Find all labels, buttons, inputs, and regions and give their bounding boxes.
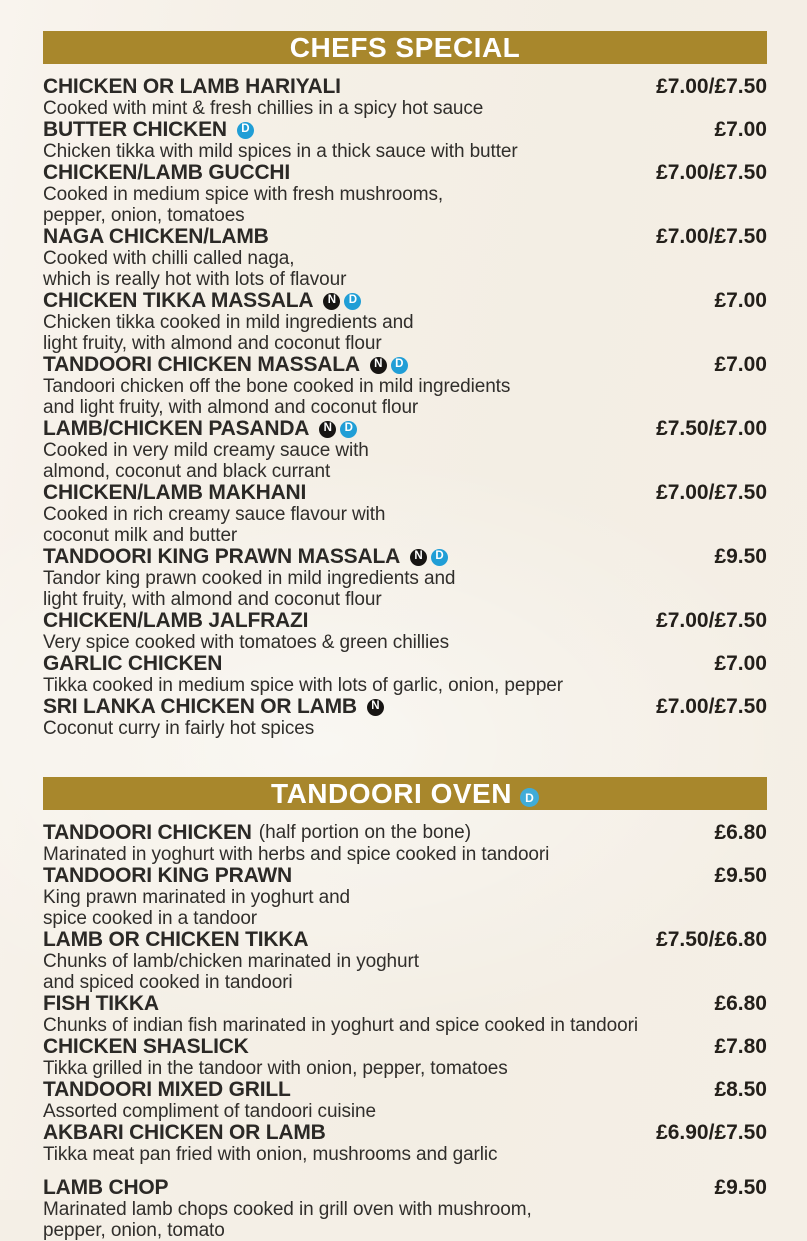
item-name: TANDOORI KING PRAWN (43, 864, 292, 887)
menu-item-left (43, 1035, 249, 1059)
item-name: TANDOORI MIXED GRILL (43, 1078, 291, 1101)
item-description (43, 376, 767, 418)
menu-item (43, 1079, 767, 1122)
menu-item-line (43, 822, 767, 844)
item-price: £7.00/£7.50 (656, 695, 767, 718)
item-price: £7.00/£7.50 (656, 609, 767, 632)
item-description-line: Marinated in yoghurt with herbs and spice cooked in tandoori (43, 844, 550, 865)
item-description-line: Tandoori chicken off the bone cooked in mild ingredients (43, 376, 511, 397)
menu-item (43, 546, 767, 610)
item-name: CHICKEN SHASLICK (43, 1035, 249, 1058)
item-description-line: Marinated lamb chops cooked in grill oven with mushroom, (43, 1199, 532, 1220)
item-price: £7.50/£6.80 (656, 928, 767, 951)
menu-item (43, 653, 767, 696)
item-name: TANDOORI CHICKEN MASSALA (43, 353, 360, 376)
menu-item-left (43, 1176, 168, 1200)
menu-item (43, 162, 767, 226)
menu-item (43, 610, 767, 653)
item-description-line: Cooked with mint & fresh chillies in a spicy hot sauce (43, 98, 484, 119)
section-title: TANDOORI OVEN (271, 777, 512, 809)
menu-item (43, 482, 767, 546)
item-description (43, 1015, 767, 1036)
item-price: £7.00/£7.50 (656, 225, 767, 248)
item-description-line: coconut milk and butter (43, 525, 238, 546)
item-price: £6.80 (714, 992, 767, 1015)
menu-item-left (43, 353, 408, 377)
item-description-line: which is really hot with lots of flavour (43, 269, 347, 290)
nuts-badge-icon: N (410, 549, 427, 566)
menu-item-line (43, 119, 767, 141)
menu-item-line (43, 993, 767, 1015)
item-name: NAGA CHICKEN/LAMB (43, 225, 269, 248)
section-items (43, 64, 767, 739)
allergen-badges (367, 699, 384, 716)
menu-item (43, 354, 767, 418)
item-description (43, 568, 767, 610)
menu-item-line (43, 226, 767, 248)
item-description-line: Assorted compliment of tandoori cuisine (43, 1101, 376, 1122)
menu-item-left (43, 545, 448, 569)
item-description-line: Tikka grilled in the tandoor with onion, pepper, tomatoes (43, 1058, 508, 1079)
item-description (43, 141, 767, 162)
menu-item-left (43, 118, 254, 142)
menu-item-line (43, 162, 767, 184)
item-name: CHICKEN/LAMB MAKHANI (43, 481, 307, 504)
menu-item-left (43, 417, 357, 441)
item-price: £9.50 (714, 545, 767, 568)
menu-item (43, 119, 767, 162)
item-description (43, 248, 767, 290)
item-price: £8.50 (714, 1078, 767, 1101)
item-price: £7.00 (714, 652, 767, 675)
menu-item-line (43, 418, 767, 440)
menu-item-line (43, 1122, 767, 1144)
item-price: £9.50 (714, 1176, 767, 1199)
menu-item (43, 76, 767, 119)
dairy-badge-icon: D (344, 293, 361, 310)
item-description (43, 632, 767, 653)
item-description-line: Cooked in rich creamy sauce flavour with (43, 504, 386, 525)
item-description-line: Tandor king prawn cooked in mild ingredients and (43, 568, 456, 589)
allergen-badges (370, 357, 408, 374)
menu-item-left (43, 289, 361, 313)
item-description (43, 184, 767, 226)
dairy-badge-icon: D (431, 549, 448, 566)
menu-item-left (43, 609, 308, 633)
menu-item-line (43, 865, 767, 887)
section-header (43, 31, 767, 64)
menu-item (43, 696, 767, 739)
item-name: FISH TIKKA (43, 992, 159, 1015)
menu-item-left (43, 695, 384, 719)
menu-item-left (43, 652, 222, 676)
item-name: LAMB/CHICKEN PASANDA (43, 417, 310, 440)
menu-item-line (43, 653, 767, 675)
item-description-line: King prawn marinated in yoghurt and (43, 887, 351, 908)
item-description-line: light fruity, with almond and coconut flour (43, 333, 382, 354)
item-name: AKBARI CHICKEN OR LAMB (43, 1121, 326, 1144)
menu-item (43, 1177, 767, 1241)
menu-item-left (43, 864, 292, 888)
item-description-line: Cooked in very mild creamy sauce with (43, 440, 369, 461)
item-description (43, 718, 767, 739)
menu-item (43, 226, 767, 290)
allergen-badges (410, 549, 448, 566)
section-title: CHEFS SPECIAL (289, 31, 521, 63)
item-description-line: Cooked with chilli called naga, (43, 248, 295, 269)
menu-item-left (43, 1121, 326, 1145)
menu-item (43, 290, 767, 354)
item-name: CHICKEN OR LAMB HARIYALI (43, 75, 341, 98)
menu-item-line (43, 929, 767, 951)
item-description-line: pepper, onion, tomatoes (43, 205, 245, 226)
item-name: SRI LANKA CHICKEN OR LAMB (43, 695, 357, 718)
item-description-line: almond, coconut and black currant (43, 461, 331, 482)
allergen-badges (319, 421, 357, 438)
menu-item (43, 822, 767, 865)
item-name: GARLIC CHICKEN (43, 652, 223, 675)
menu-item-line (43, 1177, 767, 1199)
section-header (43, 777, 767, 810)
item-description (43, 1058, 767, 1079)
item-description-line: Coconut curry in fairly hot spices (43, 718, 315, 739)
menu-item (43, 993, 767, 1036)
item-description (43, 844, 767, 865)
item-description-line: and light fruity, with almond and coconut flour (43, 397, 419, 418)
menu-item-left (43, 75, 341, 99)
item-price: £7.00 (714, 289, 767, 312)
item-name: LAMB CHOP (43, 1176, 169, 1199)
nuts-badge-icon: N (370, 357, 387, 374)
menu-item (43, 929, 767, 993)
item-description-line: Chunks of lamb/chicken marinated in yoghurt (43, 951, 419, 972)
item-description-line: Tikka meat pan fried with onion, mushrooms and garlic (43, 1144, 498, 1165)
menu-section (43, 31, 767, 739)
menu-item-line (43, 1079, 767, 1101)
item-description (43, 1144, 767, 1165)
item-description-line: Tikka cooked in medium spice with lots of garlic, onion, pepper (43, 675, 563, 696)
item-price: £7.50/£7.00 (656, 417, 767, 440)
menu-item-left (43, 161, 290, 185)
section-items (43, 810, 767, 1241)
item-description-line: Chicken tikka cooked in mild ingredients and (43, 312, 414, 333)
item-price: £6.90/£7.50 (656, 1121, 767, 1144)
dairy-badge-icon: D (340, 421, 357, 438)
menu-item-line (43, 610, 767, 632)
menu-section (43, 777, 767, 1241)
nuts-badge-icon: N (323, 293, 340, 310)
item-name: CHICKEN/LAMB JALFRAZI (43, 609, 309, 632)
item-name: CHICKEN/LAMB GUCCHI (43, 161, 291, 184)
item-name: CHICKEN TIKKA MASSALA (43, 289, 314, 312)
menu-item-line (43, 546, 767, 568)
item-price: £7.00/£7.50 (656, 161, 767, 184)
menu-item-line (43, 354, 767, 376)
item-description (43, 312, 767, 354)
item-price: £7.00/£7.50 (656, 481, 767, 504)
allergen-badges (323, 293, 361, 310)
item-description-line: Very spice cooked with tomatoes & green chillies (43, 632, 450, 653)
item-description (43, 887, 767, 929)
menu-item-left (43, 225, 269, 249)
menu-item (43, 865, 767, 929)
dairy-badge-icon: D (237, 122, 254, 139)
item-price: £6.80 (714, 821, 767, 844)
menu-item-line (43, 1036, 767, 1058)
dairy-badge-icon: D (391, 357, 408, 374)
item-description (43, 98, 767, 119)
item-price: £7.00 (714, 118, 767, 141)
item-description-line: Cooked in medium spice with fresh mushrooms, (43, 184, 444, 205)
menu-item-left (43, 928, 308, 952)
menu-item-left (43, 821, 471, 845)
menu-item-left (43, 992, 159, 1016)
menu-item-line (43, 76, 767, 98)
item-name-suffix: (half portion on the bone) (258, 822, 472, 843)
menu-item-line (43, 290, 767, 312)
item-name: TANDOORI CHICKEN (43, 821, 252, 844)
item-description (43, 1101, 767, 1122)
item-description (43, 951, 767, 993)
item-price: £7.00 (714, 353, 767, 376)
menu-item-left (43, 481, 306, 505)
menu-item (43, 1122, 767, 1165)
nuts-badge-icon: N (319, 421, 336, 438)
item-description-line: light fruity, with almond and coconut flour (43, 589, 382, 610)
item-description (43, 440, 767, 482)
item-price: £9.50 (714, 864, 767, 887)
item-price: £7.80 (714, 1035, 767, 1058)
item-name: TANDOORI KING PRAWN MASSALA (43, 545, 401, 568)
menu-item (43, 418, 767, 482)
item-description (43, 504, 767, 546)
item-name: LAMB OR CHICKEN TIKKA (43, 928, 309, 951)
allergen-badges (237, 122, 254, 139)
item-description-line: Chunks of indian fish marinated in yoghurt and spice cooked in tandoori (43, 1015, 638, 1036)
item-price: £7.00/£7.50 (656, 75, 767, 98)
nuts-badge-icon: N (367, 699, 384, 716)
menu-item-left (43, 1078, 291, 1102)
menu-item (43, 1036, 767, 1079)
item-description-line: and spiced cooked in tandoori (43, 972, 293, 993)
item-name: BUTTER CHICKEN (43, 118, 227, 141)
item-description-line: Chicken tikka with mild spices in a thick sauce with butter (43, 141, 518, 162)
item-description-line: spice cooked in a tandoor (43, 908, 258, 929)
dairy-badge-icon: D (520, 788, 539, 807)
item-description (43, 675, 767, 696)
menu-item-line (43, 696, 767, 718)
menu-item-line (43, 482, 767, 504)
item-description-line: pepper, onion, tomato (43, 1220, 225, 1241)
item-description (43, 1199, 767, 1241)
